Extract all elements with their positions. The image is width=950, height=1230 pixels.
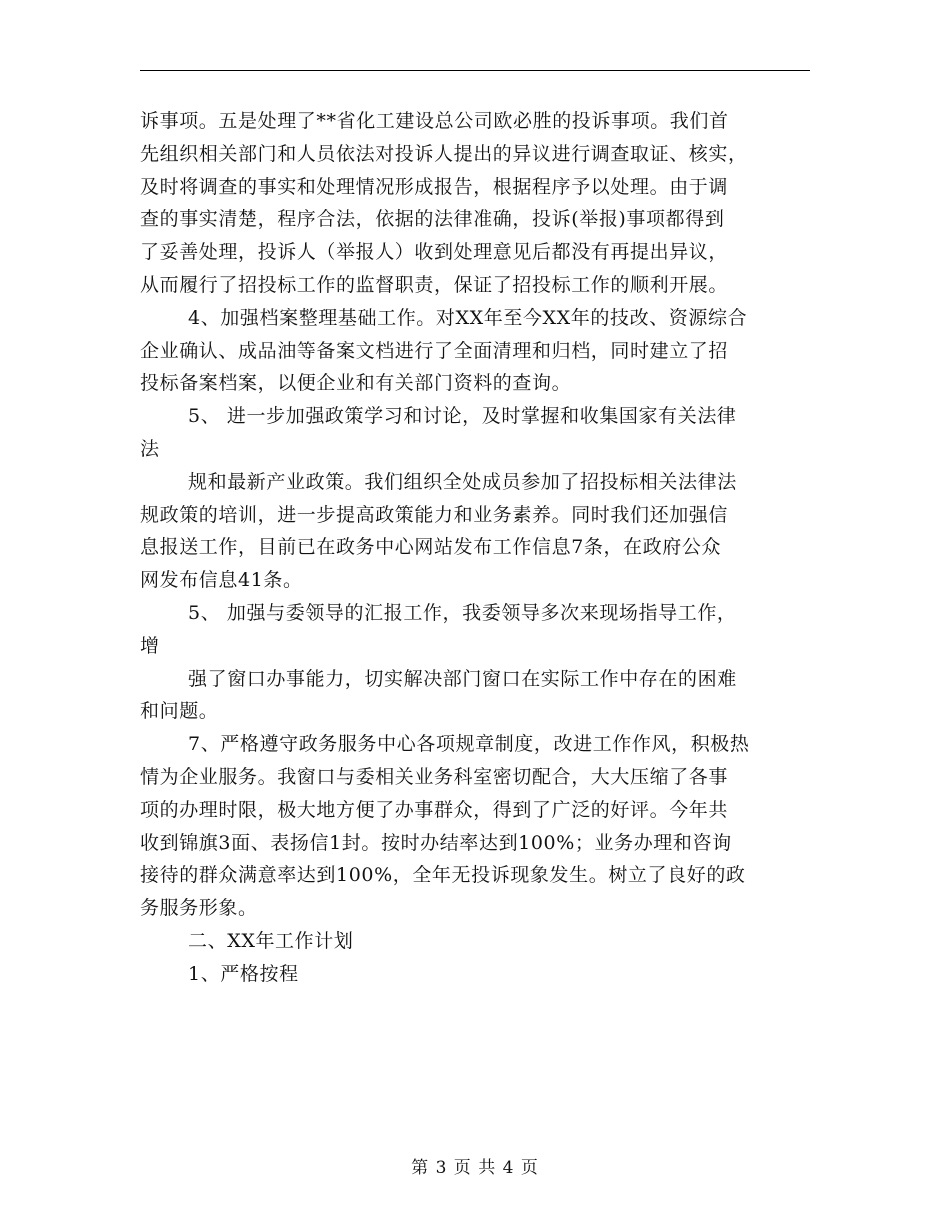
text-line: 4、加强档案整理基础工作。对XX年至今XX年的技改、资源综合 bbox=[188, 306, 748, 329]
text-line: 及时将调查的事实和处理情况形成报告，根据程序予以处理。由于调 bbox=[140, 175, 729, 198]
text-line: 规政策的培训，进一步提高政策能力和业务素养。同时我们还加强信 bbox=[140, 503, 729, 526]
text-line: 情为企业服务。我窗口与委相关业务科室密切配合，大大压缩了各事 bbox=[140, 765, 729, 788]
text-line: 息报送工作，目前已在政务中心网站发布工作信息7条，在政府公众 bbox=[140, 536, 722, 559]
text-line: 强了窗口办事能力，切实解决部门窗口在实际工作中存在的困难 bbox=[188, 667, 737, 690]
text-line: 5、 加强与委领导的汇报工作，我委领导多次来现场指导工作， bbox=[188, 601, 737, 624]
text-line: 和问题。 bbox=[140, 700, 219, 723]
text-line: 1、严格按程 bbox=[188, 962, 299, 985]
text-line: 投标备案档案，以便企业和有关部门资料的查询。 bbox=[140, 372, 572, 395]
header-rule bbox=[140, 70, 810, 71]
text-line: 项的办理时限，极大地方便了办事群众，得到了广泛的好评。今年共 bbox=[140, 798, 729, 821]
text-line: 从而履行了招投标工作的监督职责，保证了招投标工作的顺利开展。 bbox=[140, 273, 729, 296]
text-line: 先组织相关部门和人员依法对投诉人提出的异议进行调查取证、核实， bbox=[140, 142, 748, 165]
text-line: 网发布信息41条。 bbox=[140, 569, 303, 592]
body-text bbox=[140, 105, 810, 991]
text-line: 5、 进一步加强政策学习和讨论，及时掌握和收集国家有关法律 bbox=[188, 405, 737, 428]
text-line: 接待的群众满意率达到100%，全年无投诉现象发生。树立了良好的政 bbox=[140, 864, 746, 887]
page-footer: 第 3 页 共 4 页 bbox=[411, 1158, 539, 1178]
text-line: 规和最新产业政策。我们组织全处成员参加了招投标相关法律法 bbox=[188, 470, 737, 493]
text-line: 查的事实清楚，程序合法，依据的法律准确，投诉(举报)事项都得到 bbox=[140, 208, 725, 231]
text-line: 务服务形象。 bbox=[140, 897, 258, 920]
text-line: 诉事项。五是处理了**省化工建设总公司欧必胜的投诉事项。我们首 bbox=[140, 110, 729, 132]
text-line: 增 bbox=[140, 634, 160, 657]
text-line: 了妥善处理，投诉人（举报人）收到处理意见后都没有再提出异议， bbox=[140, 241, 729, 264]
text-line: 企业确认、成品油等备案文档进行了全面清理和归档，同时建立了招 bbox=[140, 339, 729, 362]
text-line: 7、严格遵守政务服务中心各项规章制度，改进工作作风，积极热 bbox=[188, 733, 750, 756]
text-line: 收到锦旗3面、表扬信1封。按时办结率达到100%；业务办理和咨询 bbox=[140, 831, 732, 854]
text-line: 法 bbox=[140, 437, 160, 460]
text-line: 二、XX年工作计划 bbox=[188, 929, 354, 952]
